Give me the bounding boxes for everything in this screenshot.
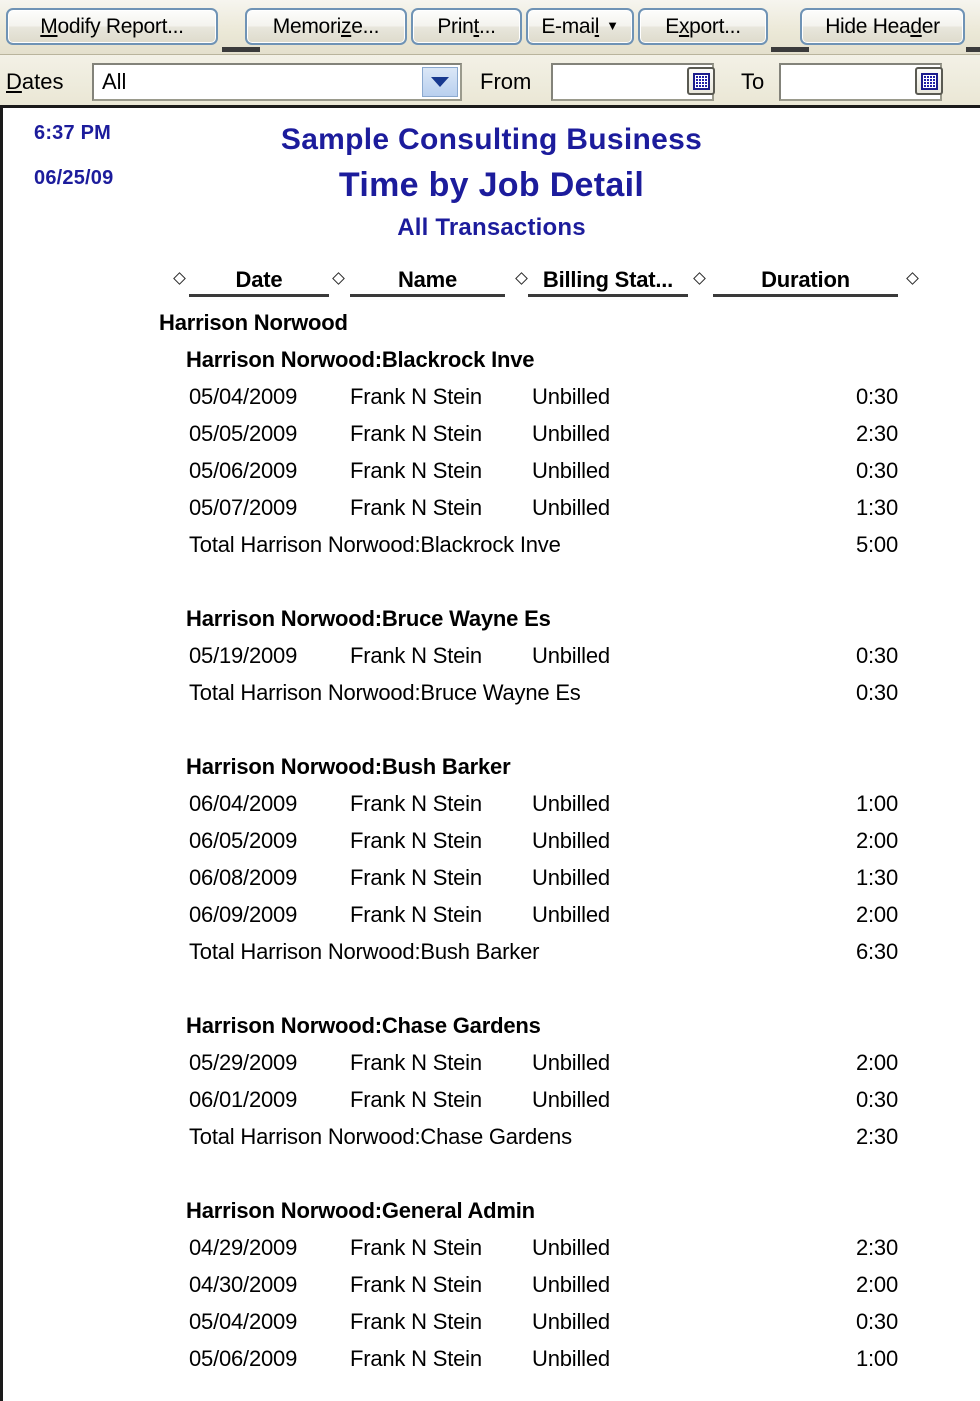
table-row[interactable]: [3, 1340, 980, 1377]
cell-duration: 2:30: [855, 420, 898, 446]
cell-date: 06/05/2009: [189, 827, 298, 853]
cell-duration: 2:00: [855, 1049, 898, 1075]
export-button[interactable]: [638, 8, 768, 45]
cell-name: Frank N Stein: [350, 790, 482, 816]
cell-duration: 0:30: [855, 1308, 898, 1334]
cell-date: 04/30/2009: [189, 1271, 298, 1297]
table-row[interactable]: [3, 1229, 980, 1266]
cell-billing-status: Unbilled: [532, 1271, 610, 1297]
section-total-label: Total Harrison Norwood:Bush Barker: [189, 938, 540, 964]
section-total-duration: 6:30: [855, 938, 898, 964]
cell-name: Frank N Stein: [350, 383, 482, 409]
cell-duration: 2:30: [855, 1234, 898, 1260]
calendar-glyph: [693, 73, 710, 90]
cell-billing-status: Unbilled: [532, 383, 610, 409]
table-row[interactable]: [3, 378, 980, 415]
memorize-label: Memorize...: [272, 14, 380, 38]
column-resize-handle-5[interactable]: [906, 272, 919, 285]
cell-duration: 0:30: [855, 457, 898, 483]
table-row[interactable]: [3, 452, 980, 489]
cell-name: Frank N Stein: [350, 1234, 482, 1260]
report-title: Time by Job Detail: [338, 166, 645, 204]
column-header-row: [3, 263, 980, 299]
hide-header-button[interactable]: [800, 8, 965, 45]
table-row[interactable]: [3, 1044, 980, 1081]
cell-date: 05/04/2009: [189, 383, 298, 409]
cell-date: 05/06/2009: [189, 457, 298, 483]
cell-duration: 1:00: [855, 1345, 898, 1371]
cell-duration: 1:30: [855, 864, 898, 890]
section-header-row: [3, 600, 980, 637]
hide-header-label: Hide Header: [825, 14, 940, 38]
cell-duration: 2:00: [855, 827, 898, 853]
section-total-row: [3, 526, 980, 563]
group-header-row: [3, 304, 980, 341]
section-heading-label: Harrison Norwood:General Admin: [186, 1197, 535, 1223]
cell-duration: 0:30: [855, 1086, 898, 1112]
table-row[interactable]: [3, 1081, 980, 1118]
cell-billing-status: Unbilled: [532, 827, 610, 853]
cell-name: Frank N Stein: [350, 1345, 482, 1371]
report-rows: [3, 304, 980, 1377]
report-filter-bar: [0, 55, 980, 108]
column-header-name[interactable]: Name: [350, 265, 505, 297]
cell-date: 05/07/2009: [189, 494, 298, 520]
section-header-row: [3, 1007, 980, 1044]
column-resize-handle-1[interactable]: [173, 272, 186, 285]
cell-billing-status: Unbilled: [532, 901, 610, 927]
cell-date: 06/01/2009: [189, 1086, 298, 1112]
email-label: E-mail: [541, 14, 600, 38]
from-label: From: [480, 69, 532, 94]
section-total-label: Total Harrison Norwood:Blackrock Inve: [189, 531, 561, 557]
report-subtitle: All Transactions: [397, 214, 586, 241]
table-row[interactable]: [3, 859, 980, 896]
group-name-label: Harrison Norwood: [159, 309, 348, 335]
cell-name: Frank N Stein: [350, 864, 482, 890]
cell-billing-status: Unbilled: [532, 457, 610, 483]
column-header-date[interactable]: Date: [189, 265, 329, 297]
table-row[interactable]: [3, 822, 980, 859]
print-button[interactable]: [411, 8, 522, 45]
table-row[interactable]: [3, 489, 980, 526]
cell-name: Frank N Stein: [350, 642, 482, 668]
section-heading-label: Harrison Norwood:Blackrock Inve: [186, 346, 535, 372]
cell-billing-status: Unbilled: [532, 1345, 610, 1371]
section-total-duration: 5:00: [855, 531, 898, 557]
cell-duration: 1:00: [855, 790, 898, 816]
spacer-row: [3, 563, 980, 600]
section-total-row: [3, 1118, 980, 1155]
column-resize-handle-3[interactable]: [515, 272, 528, 285]
cell-duration: 2:00: [855, 1271, 898, 1297]
column-resize-handle-4[interactable]: [693, 272, 706, 285]
section-total-duration: 0:30: [855, 679, 898, 705]
cell-billing-status: Unbilled: [532, 1049, 610, 1075]
toolbar-separator-3: [966, 47, 980, 52]
cell-name: Frank N Stein: [350, 901, 482, 927]
section-total-duration: 2:30: [855, 1123, 898, 1149]
modify-report-button[interactable]: [6, 8, 218, 45]
spacer-row: [3, 1155, 980, 1192]
section-header-row: [3, 1192, 980, 1229]
section-total-row: [3, 933, 980, 970]
dates-select[interactable]: [92, 63, 462, 101]
cell-name: Frank N Stein: [350, 1308, 482, 1334]
section-header-row: [3, 341, 980, 378]
spacer-row: [3, 970, 980, 1007]
memorize-button[interactable]: [245, 8, 407, 45]
cell-name: Frank N Stein: [350, 1086, 482, 1112]
column-header-billing-stat[interactable]: Billing Stat...: [528, 265, 688, 297]
cell-duration: 0:30: [855, 642, 898, 668]
cell-billing-status: Unbilled: [532, 494, 610, 520]
table-row[interactable]: [3, 785, 980, 822]
cell-name: Frank N Stein: [350, 494, 482, 520]
cell-date: 05/05/2009: [189, 420, 298, 446]
cell-billing-status: Unbilled: [532, 1086, 610, 1112]
dates-select-value: All: [102, 69, 127, 94]
cell-date: 05/29/2009: [189, 1049, 298, 1075]
toolbar-separator-2: [771, 47, 809, 52]
dropdown-caret-icon[interactable]: ▼: [606, 18, 619, 33]
table-row[interactable]: [3, 1266, 980, 1303]
column-header-duration[interactable]: Duration: [713, 265, 898, 297]
modify-report-label: Modify Report...: [40, 14, 184, 38]
report-header-titles: [3, 120, 980, 246]
cell-name: Frank N Stein: [350, 1271, 482, 1297]
cell-date: 06/08/2009: [189, 864, 298, 890]
cell-name: Frank N Stein: [350, 1049, 482, 1075]
section-header-row: [3, 748, 980, 785]
table-row[interactable]: [3, 1303, 980, 1340]
report-body: [0, 108, 980, 1401]
dates-label: Dates: [6, 69, 64, 94]
section-total-row: [3, 674, 980, 711]
section-total-label: Total Harrison Norwood:Bruce Wayne Es: [189, 679, 581, 705]
company-name: Sample Consulting Business: [280, 123, 703, 156]
from-calendar-icon[interactable]: [687, 67, 715, 95]
spacer-row: [3, 711, 980, 748]
cell-date: 05/06/2009: [189, 1345, 298, 1371]
cell-billing-status: Unbilled: [532, 864, 610, 890]
export-label: Export...: [665, 14, 741, 38]
report-print-date: 06/25/09: [34, 167, 114, 189]
email-button[interactable]: [526, 8, 634, 45]
cell-billing-status: Unbilled: [532, 642, 610, 668]
table-row[interactable]: [3, 415, 980, 452]
chevron-down-icon[interactable]: [422, 67, 458, 97]
section-heading-label: Harrison Norwood:Chase Gardens: [186, 1012, 541, 1038]
cell-billing-status: Unbilled: [532, 1308, 610, 1334]
cell-date: 06/04/2009: [189, 790, 298, 816]
cell-duration: 0:30: [855, 383, 898, 409]
cell-duration: 1:30: [855, 494, 898, 520]
print-label: Print...: [437, 14, 496, 38]
cell-billing-status: Unbilled: [532, 790, 610, 816]
cell-date: 06/09/2009: [189, 901, 298, 927]
cell-billing-status: Unbilled: [532, 420, 610, 446]
cell-date: 05/19/2009: [189, 642, 298, 668]
report-print-time: 6:37 PM: [34, 122, 111, 144]
column-resize-handle-2[interactable]: [332, 272, 345, 285]
cell-date: 05/04/2009: [189, 1308, 298, 1334]
table-row[interactable]: [3, 637, 980, 674]
table-row[interactable]: [3, 896, 980, 933]
toolbar-separator-1: [222, 47, 260, 52]
section-heading-label: Harrison Norwood:Bush Barker: [186, 753, 511, 779]
cell-billing-status: Unbilled: [532, 1234, 610, 1260]
to-calendar-icon[interactable]: [915, 67, 943, 95]
cell-date: 04/29/2009: [189, 1234, 298, 1260]
section-heading-label: Harrison Norwood:Bruce Wayne Es: [186, 605, 551, 631]
cell-name: Frank N Stein: [350, 457, 482, 483]
cell-duration: 2:00: [855, 901, 898, 927]
report-toolbar: [0, 0, 980, 55]
cell-name: Frank N Stein: [350, 827, 482, 853]
section-total-label: Total Harrison Norwood:Chase Gardens: [189, 1123, 572, 1149]
calendar-glyph: [921, 73, 938, 90]
cell-name: Frank N Stein: [350, 420, 482, 446]
to-label: To: [741, 69, 765, 94]
